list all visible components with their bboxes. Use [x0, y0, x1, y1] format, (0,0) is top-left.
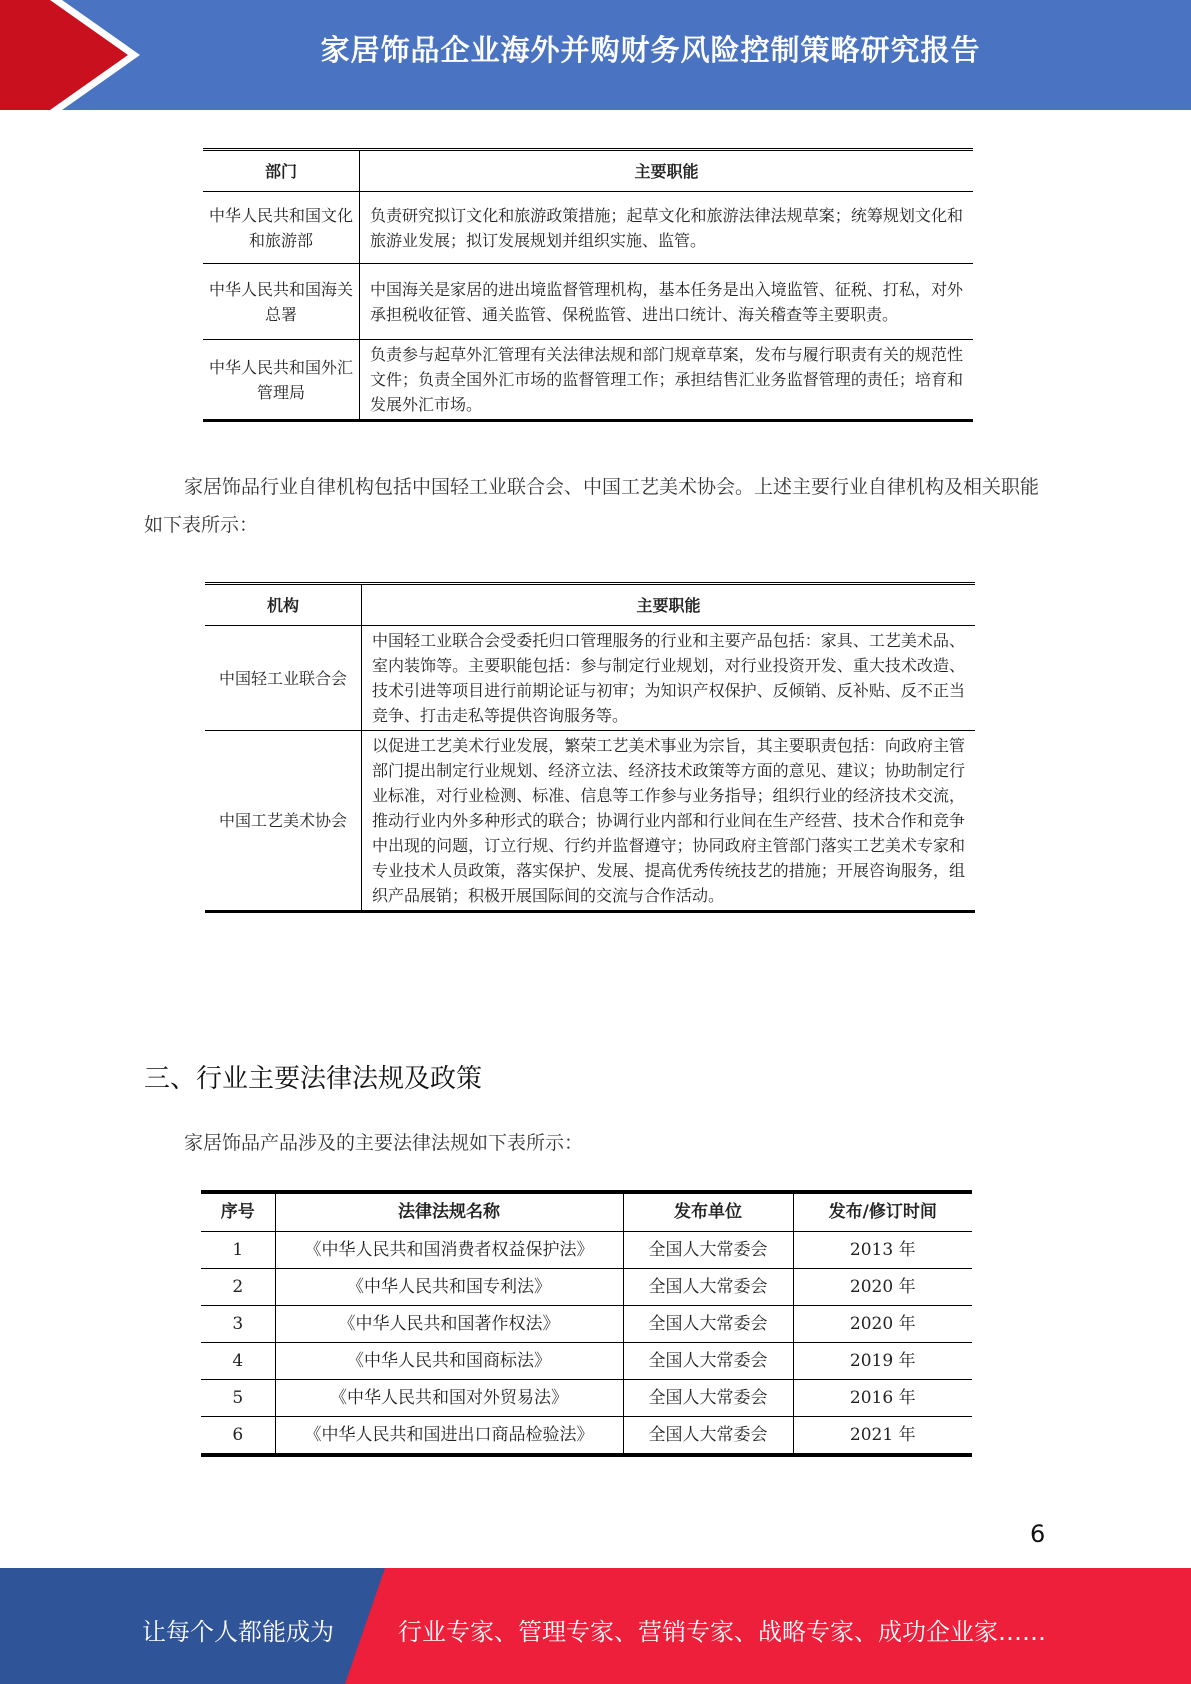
laws-regulations-table	[201, 1190, 972, 1457]
table-row	[201, 1306, 972, 1343]
table-row	[203, 192, 973, 264]
table-header: 主要职能	[362, 584, 976, 626]
table-cell: 全国人大常委会	[623, 1380, 793, 1417]
table-cell: 全国人大常委会	[623, 1417, 793, 1456]
table-cell: 2013 年	[793, 1232, 972, 1269]
table-cell: 全国人大常委会	[623, 1269, 793, 1306]
table-cell: 2020 年	[793, 1306, 972, 1343]
industry-associations-table	[205, 582, 975, 913]
table-row	[205, 731, 975, 912]
table-header: 序号	[220, 1202, 255, 1222]
table-header: 法律法规名称	[275, 1192, 623, 1232]
page-header	[0, 0, 1191, 110]
header-arrow-decoration	[0, 0, 160, 110]
table-row	[201, 1343, 972, 1380]
table-cell: 中国工艺美术协会	[205, 731, 362, 912]
table-cell: 中华人民共和国外汇管理局	[203, 340, 360, 421]
table-row	[205, 626, 975, 731]
table-row	[201, 1380, 972, 1417]
table-cell: 5	[201, 1380, 275, 1417]
table-header: 主要职能	[360, 150, 974, 192]
table-cell: 《中华人民共和国消费者权益保护法》	[275, 1232, 623, 1269]
section-heading: 三、行业主要法律法规及政策	[144, 1064, 483, 1094]
table-cell: 2019 年	[793, 1343, 972, 1380]
table-cell: 2021 年	[793, 1417, 972, 1456]
page-number: 6	[1030, 1520, 1046, 1548]
table-cell: 2016 年	[793, 1380, 972, 1417]
table-cell: 以促进工艺美术行业发展，繁荣工艺美术事业为宗旨，其主要职责包括：向政府主管部门提出制定行业规划、经济立法、经济技术政策等方面的意见、建议；协助制定行业标准，对行业检测、标准、信息等工作参与业务指导；组织行业的经济技术交流，推动行业内外多种形式的联合；协调行业内部和行业间在生产经营、技术合作和竞争中出现的问题，订立行规、行约并监督遵守；协同政府主管部门落实工艺美术专家和专业技术人员政策，落实保护、发展、提高优秀传统技艺的措施；开展咨询服务，组织产品展销；积极开展国际间的交流与合作活动。	[362, 731, 976, 912]
body-paragraph: 家居饰品产品涉及的主要法律法规如下表所示：	[184, 1132, 584, 1154]
table-row	[201, 1232, 972, 1269]
table-cell: 1	[201, 1232, 275, 1269]
table-cell: 2	[201, 1269, 275, 1306]
body-paragraph: 家居饰品行业自律机构包括中国轻工业联合会、中国工艺美术协会。上述主要行业自律机构及相关职能如下表所示：	[144, 476, 1040, 536]
table-cell: 全国人大常委会	[623, 1343, 793, 1380]
footer-slogan-left: 让每个人都能成为	[142, 1618, 334, 1646]
table-row	[203, 264, 973, 340]
table-cell: 中国海关是家居的进出境监督管理机构，基本任务是出入境监管、征税、打私，对外承担税收征管、通关监管、保税监管、进出口统计、海关稽查等主要职责。	[360, 264, 974, 340]
government-departments-table	[203, 148, 973, 422]
table-cell: 全国人大常委会	[623, 1306, 793, 1343]
table-header: 部门	[203, 150, 360, 192]
report-title: 家居饰品企业海外并购财务风险控制策略研究报告	[320, 33, 981, 67]
table-row	[201, 1417, 972, 1456]
table-cell: 中华人民共和国文化和旅游部	[203, 192, 360, 264]
table-cell: 4	[201, 1343, 275, 1380]
table-header: 发布单位	[623, 1192, 793, 1232]
table-cell: 《中华人民共和国进出口商品检验法》	[275, 1417, 623, 1456]
table-row	[203, 340, 973, 421]
table-row	[201, 1269, 972, 1306]
table-header: 机构	[205, 584, 362, 626]
table-cell: 《中华人民共和国商标法》	[275, 1343, 623, 1380]
table-cell: 中国轻工业联合会	[205, 626, 362, 731]
table-cell: 负责研究拟订文化和旅游政策措施；起草文化和旅游法律法规草案；统筹规划文化和旅游业发展；拟订发展规划并组织实施、监管。	[360, 192, 974, 264]
table-cell: 全国人大常委会	[623, 1232, 793, 1269]
footer-slogan-right: 行业专家、管理专家、营销专家、战略专家、成功企业家……	[398, 1618, 1046, 1646]
table-cell: 2020 年	[793, 1269, 972, 1306]
table-cell: 《中华人民共和国著作权法》	[275, 1306, 623, 1343]
table-cell: 中华人民共和国海关总署	[203, 264, 360, 340]
table-cell: 负责参与起草外汇管理有关法律法规和部门规章草案，发布与履行职责有关的规范性文件；负责全国外汇市场的监督管理工作；承担结售汇业务监督管理的责任；培育和发展外汇市场。	[360, 340, 974, 421]
table-header: 发布/修订时间	[793, 1192, 972, 1232]
table-cell: 《中华人民共和国对外贸易法》	[275, 1380, 623, 1417]
table-cell: 中国轻工业联合会受委托归口管理服务的行业和主要产品包括：家具、工艺美术品、室内装饰等。主要职能包括：参与制定行业规划，对行业投资开发、重大技术改造、技术引进等项目进行前期论证与初审；为知识产权保护、反倾销、反补贴、反不正当竞争、打击走私等提供咨询服务等。	[362, 626, 976, 731]
table-cell: 6	[201, 1417, 275, 1456]
page-footer	[0, 1568, 1191, 1684]
table-cell: 3	[201, 1306, 275, 1343]
table-cell: 《中华人民共和国专利法》	[275, 1269, 623, 1306]
